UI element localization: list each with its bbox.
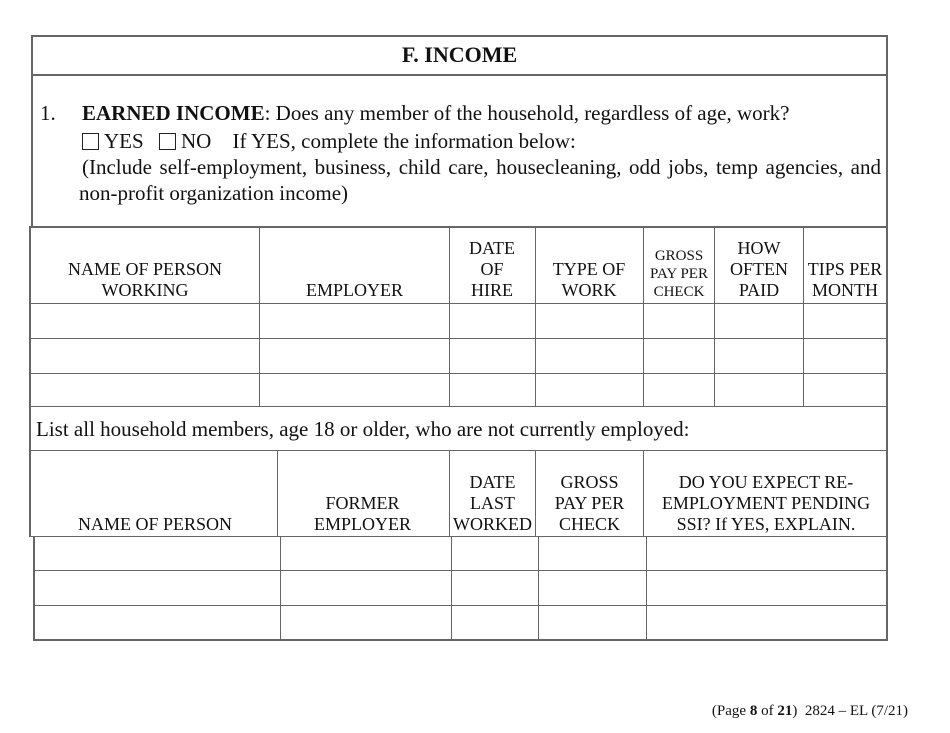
page-suffix: ) (792, 703, 798, 719)
col-re-employment: DO YOU EXPECT RE-EMPLOYMENT PENDING SSI? If YES, EXPLAIN. (661, 472, 871, 534)
unemployed-row-3[interactable] (35, 606, 887, 640)
question-number: 1. (40, 101, 56, 125)
col-employer: EMPLOYER (305, 280, 403, 300)
section-title: F. INCOME (401, 42, 518, 67)
yes-label: YES (104, 129, 144, 153)
col-tips-per-month: TIPS PER MONTH (807, 259, 883, 300)
question-line-2 (82, 128, 882, 154)
col-date-last-worked: DATE LAST WORKED (453, 472, 532, 534)
unemployed-row-2[interactable] (35, 571, 887, 605)
col-name-of-person: NAME OF PERSON (77, 514, 233, 534)
page-of: of (757, 703, 778, 719)
col-gross-pay-per-check: GROSS PAY PER CHECK (650, 248, 708, 300)
page-number: 8 (749, 703, 758, 719)
question-text: : Does any member of the household, regardless of age, work? (264, 101, 790, 125)
col-name-of-person-working: NAME OF PERSON WORKING (67, 259, 223, 300)
yes-checkbox[interactable] (82, 133, 99, 150)
employed-row-3[interactable] (31, 374, 887, 407)
no-label: NO (180, 129, 212, 153)
unemployed-prompt: List all household members, age 18 or older, who are not currently employed: (36, 417, 690, 441)
employed-row-1[interactable] (31, 304, 887, 338)
question-line-1 (40, 100, 885, 126)
form-id: 2824 – EL (7/21) (804, 703, 908, 719)
col-how-often-paid: HOW OFTEN PAID (730, 238, 788, 300)
employed-row-2[interactable] (31, 339, 887, 373)
page-footer (600, 703, 908, 720)
instruction-text: If YES, complete the information below: (232, 129, 576, 153)
include-note: (Include self-employment, business, child care, housecleaning, odd jobs, temp agencies, and non-profit organization income) (79, 155, 881, 205)
page-prefix: (Page (711, 703, 750, 719)
col-former-employer: FORMER EMPLOYER (313, 493, 411, 534)
col-date-of-hire: DATE OF HIRE (469, 238, 515, 300)
no-checkbox[interactable] (159, 133, 176, 150)
col-gross-pay-per-check-2: GROSS PAY PER CHECK (554, 472, 625, 534)
question-label: EARNED INCOME (82, 101, 265, 125)
unemployed-row-1[interactable] (35, 537, 887, 570)
col-type-of-work: TYPE OF WORK (552, 259, 626, 300)
page-total: 21 (777, 703, 793, 719)
